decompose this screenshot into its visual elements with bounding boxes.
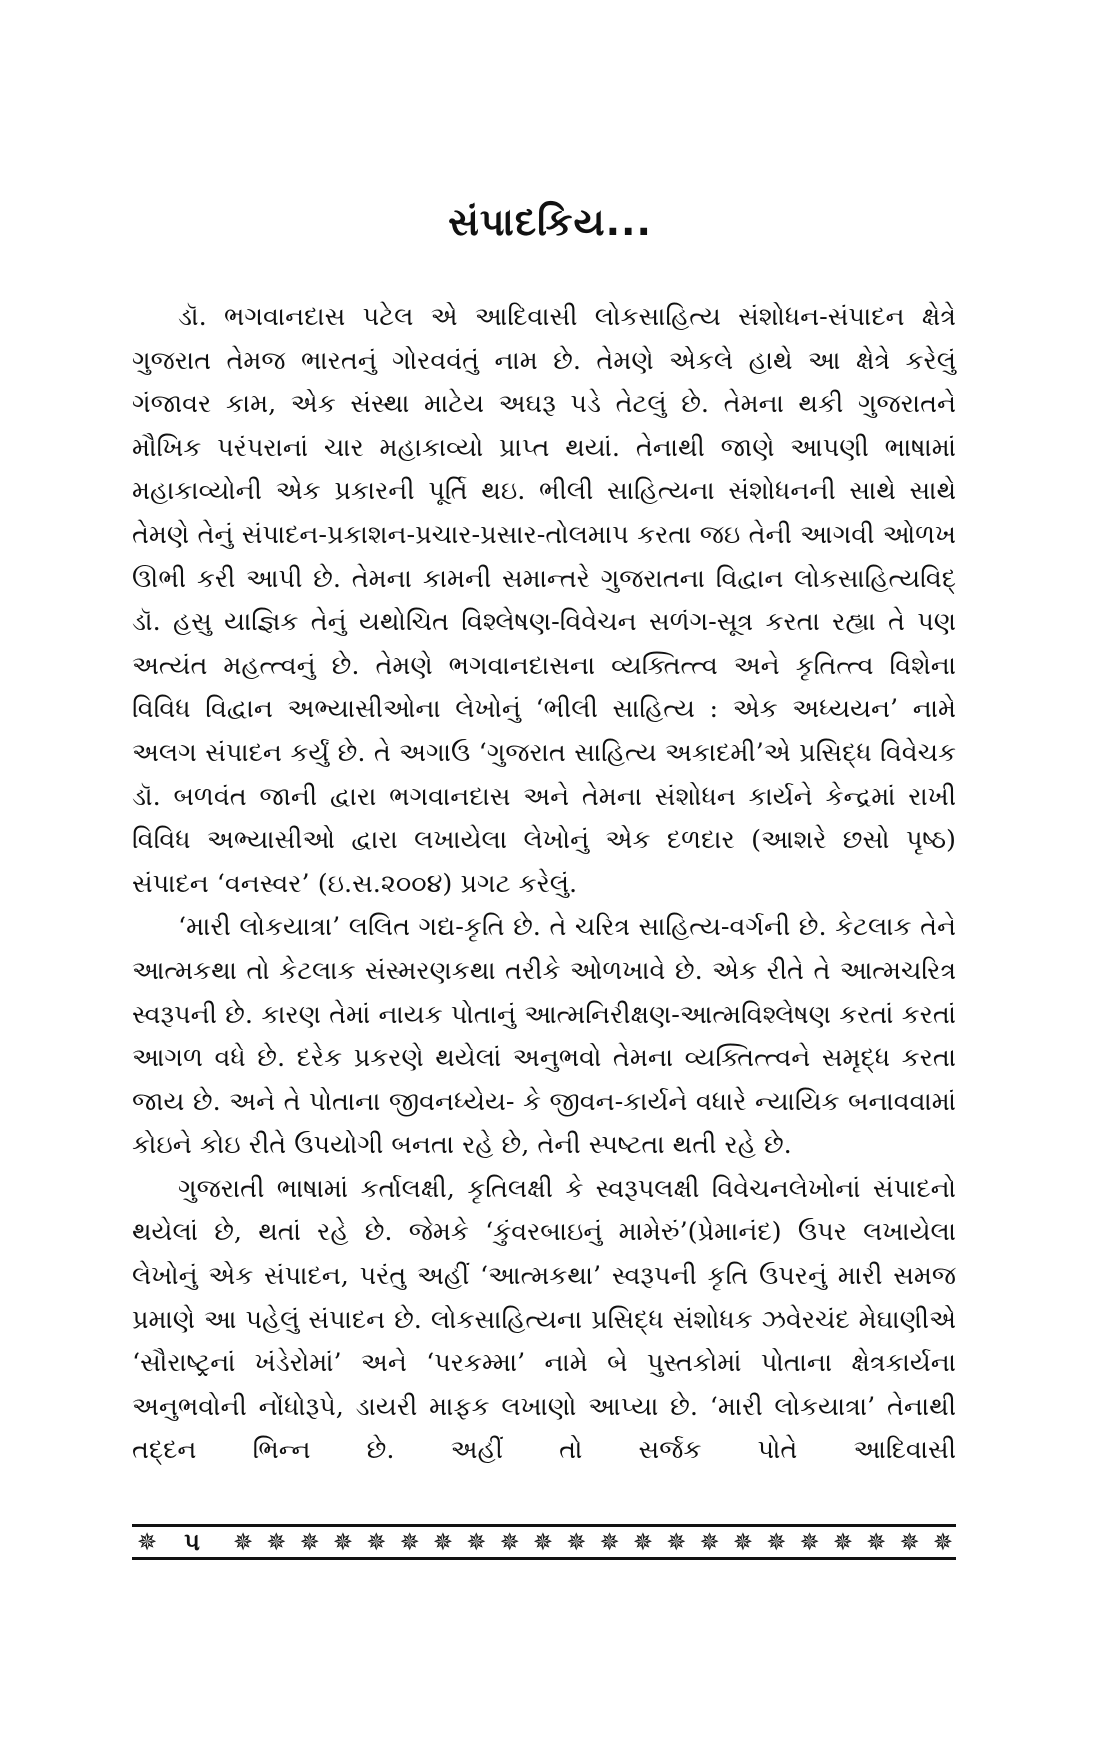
star-icon: ✵ — [466, 1528, 487, 1556]
star-icon: ✵ — [399, 1528, 420, 1556]
star-icon: ✵ — [432, 1528, 454, 1556]
star-icon: ✵ — [932, 1528, 953, 1556]
star-icon: ✵ — [732, 1528, 753, 1556]
footer-rule-bottom — [132, 1557, 956, 1560]
star-icon: ✵ — [299, 1528, 320, 1556]
star-icon: ✵ — [699, 1528, 720, 1556]
footer-star-icon: ✵ — [136, 1528, 158, 1556]
star-icon: ✵ — [666, 1528, 687, 1556]
paragraph-3: ગુજરાતી ભાષામાં કર્તાલક્ષી, કૃતિલક્ષી કે સ્વરૂપલક્ષી વિવેચનલેખોનાં સંપાદનો થયેલાં છે, થતાં રહે છે. જેમકે ‘કુંવરબાઇનું મામેરું’(પ્રેમાનંદ) ઉપર લખાયેલા લેખોનું એક સંપાદન, પરંતુ અહીં ‘આત્મકથા’ સ્વરૂપની કૃતિ ઉપરનું મારી સમજ પ્રમાણે આ પહેલું સંપાદન છે. લોકસાહિત્યના પ્રસિદ્ધ સંશોધક ઝવેરચંદ મેઘાણીએ ‘સૌરાષ્ટ્રનાં ખંડેરોમાં’ અને ‘પરકમ્મા’ નામે બે પુસ્તકોમાં પોતાના ક્ષેત્રકાર્યના અનુભવોની નોંધોરૂપે, ડાયરી માફક લખાણો આપ્યા છે. ‘મારી લોકયાત્રા’ તેનાથી તદ્દન ભિન્ન છે. અહીં તો સર્જક પોતે આદિવાસી — [132, 1173, 956, 1466]
star-icon: ✵ — [632, 1528, 653, 1556]
star-icon: ✵ — [332, 1528, 354, 1556]
star-icon: ✵ — [366, 1528, 387, 1556]
star-icon: ✵ — [266, 1528, 287, 1556]
paragraph-2: ‘મારી લોકયાત્રા’ લલિત ગદ્ય-કૃતિ છે. તે ચરિત્ર સાહિત્ય-વર્ગની છે. કેટલાક તેને આત્મકથા તો કેટલાક સંસ્મરણકથા તરીકે ઓળખાવે છે. એક રીતે તે આત્મચરિત્ર સ્વરૂપની છે. કારણ તેમાં નાયક પોતાનું આત્મનિરીક્ષણ-આત્મવિશ્લેષણ કરતાં કરતાં આગળ વધે છે. દરેક પ્રકરણે થયેલાં અનુભવો તેમના વ્યક્તિત્ત્વને સમૃદ્ધ કરતા જાય છે. અને તે પોતાના જીવનધ્યેય- કે જીવન-કાર્યને વધારે ન્યાયિક બનાવવામાં કોઇને કોઇ રીતે ઉપયોગી બનતા રહે છે, તેની સ્પષ્ટતા થતી રહે છે. — [132, 912, 956, 1161]
star-icon: ✵ — [566, 1528, 587, 1556]
page-footer — [132, 1524, 956, 1560]
star-icon: ✵ — [832, 1528, 853, 1556]
star-icon: ✵ — [899, 1528, 920, 1556]
star-icon: ✵ — [799, 1528, 820, 1556]
paragraph-1: ડૉ. ભગવાનદાસ પટેલ એ આદિવાસી લોકસાહિત્ય સંશોધન-સંપાદન ક્ષેત્રે ગુજરાત તેમજ ભારતનું ગોરવવંતું નામ છે. તેમણે એકલે હાથે આ ક્ષેત્રે કરેલું ગંજાવર કામ, એક સંસ્થા માટેય અઘરૂ પડે તેટલું છે. તેમના થકી ગુજરાતને મૌખિક પરંપરાનાં ચાર મહાકાવ્યો પ્રાપ્ત થયાં. તેનાથી જાણે આપણી ભાષામાં મહાકાવ્યોની એક પ્રકારની પૂર્તિ થઇ. ભીલી સાહિત્યના સંશોધનની સાથે સાથે તેમણે તેનું સંપાદન-પ્રકાશન-પ્રચાર-પ્રસાર-તોલમાપ કરતા જઇ તેની આગવી ઓળખ ઊભી કરી આપી છે. તેમના કામની સમાન્તરે ગુજરાતના વિદ્વાન લોકસાહિત્યવિદ્ ડૉ. હસુ યાજ્ઞિક તેનું યથોચિત વિશ્લેષણ-વિવેચન સળંગ-સૂત્ર કરતા રહ્યા તે પણ અત્યંત મહત્ત્વનું છે. તેમણે ભગવાનદાસના વ્યક્તિત્ત્વ અને કૃતિત્ત્વ વિશેના વિવિધ વિદ્વાન અભ્યાસીઓના લેખોનું ‘ભીલી સાહિત્ય : એક અધ્યયન’ નામે અલગ સંપાદન કર્યું છે. તે અગાઉ ‘ગુજરાત સાહિત્ય અકાદમી’એ પ્રસિદ્ધ વિવેચક ડૉ. બળવંત જાની દ્વારા ભગવાનદાસ અને તેમના સંશોધન કાર્યને કેન્દ્રમાં રાખી વિવિધ અભ્યાસીઓ દ્વારા લખાયેલા લેખોનું એક દળદાર (આશરે છસો પૃષ્ઠ) સંપાદન ‘વનસ્વર’ (ઇ.સ.૨૦૦૪) પ્રગટ કરેલું. — [132, 302, 956, 899]
star-icon: ✵ — [599, 1528, 620, 1556]
star-icon: ✵ — [499, 1528, 520, 1556]
star-icon: ✵ — [766, 1528, 787, 1556]
footer-row — [132, 1526, 956, 1558]
body-text — [132, 296, 956, 1473]
star-icon: ✵ — [232, 1528, 254, 1556]
footer-star-band — [222, 1528, 956, 1556]
page-title: સંપાદકિય... — [448, 200, 652, 244]
page-number: ૫ — [184, 1528, 200, 1556]
star-icon: ✵ — [532, 1528, 553, 1556]
star-icon: ✵ — [866, 1528, 887, 1556]
